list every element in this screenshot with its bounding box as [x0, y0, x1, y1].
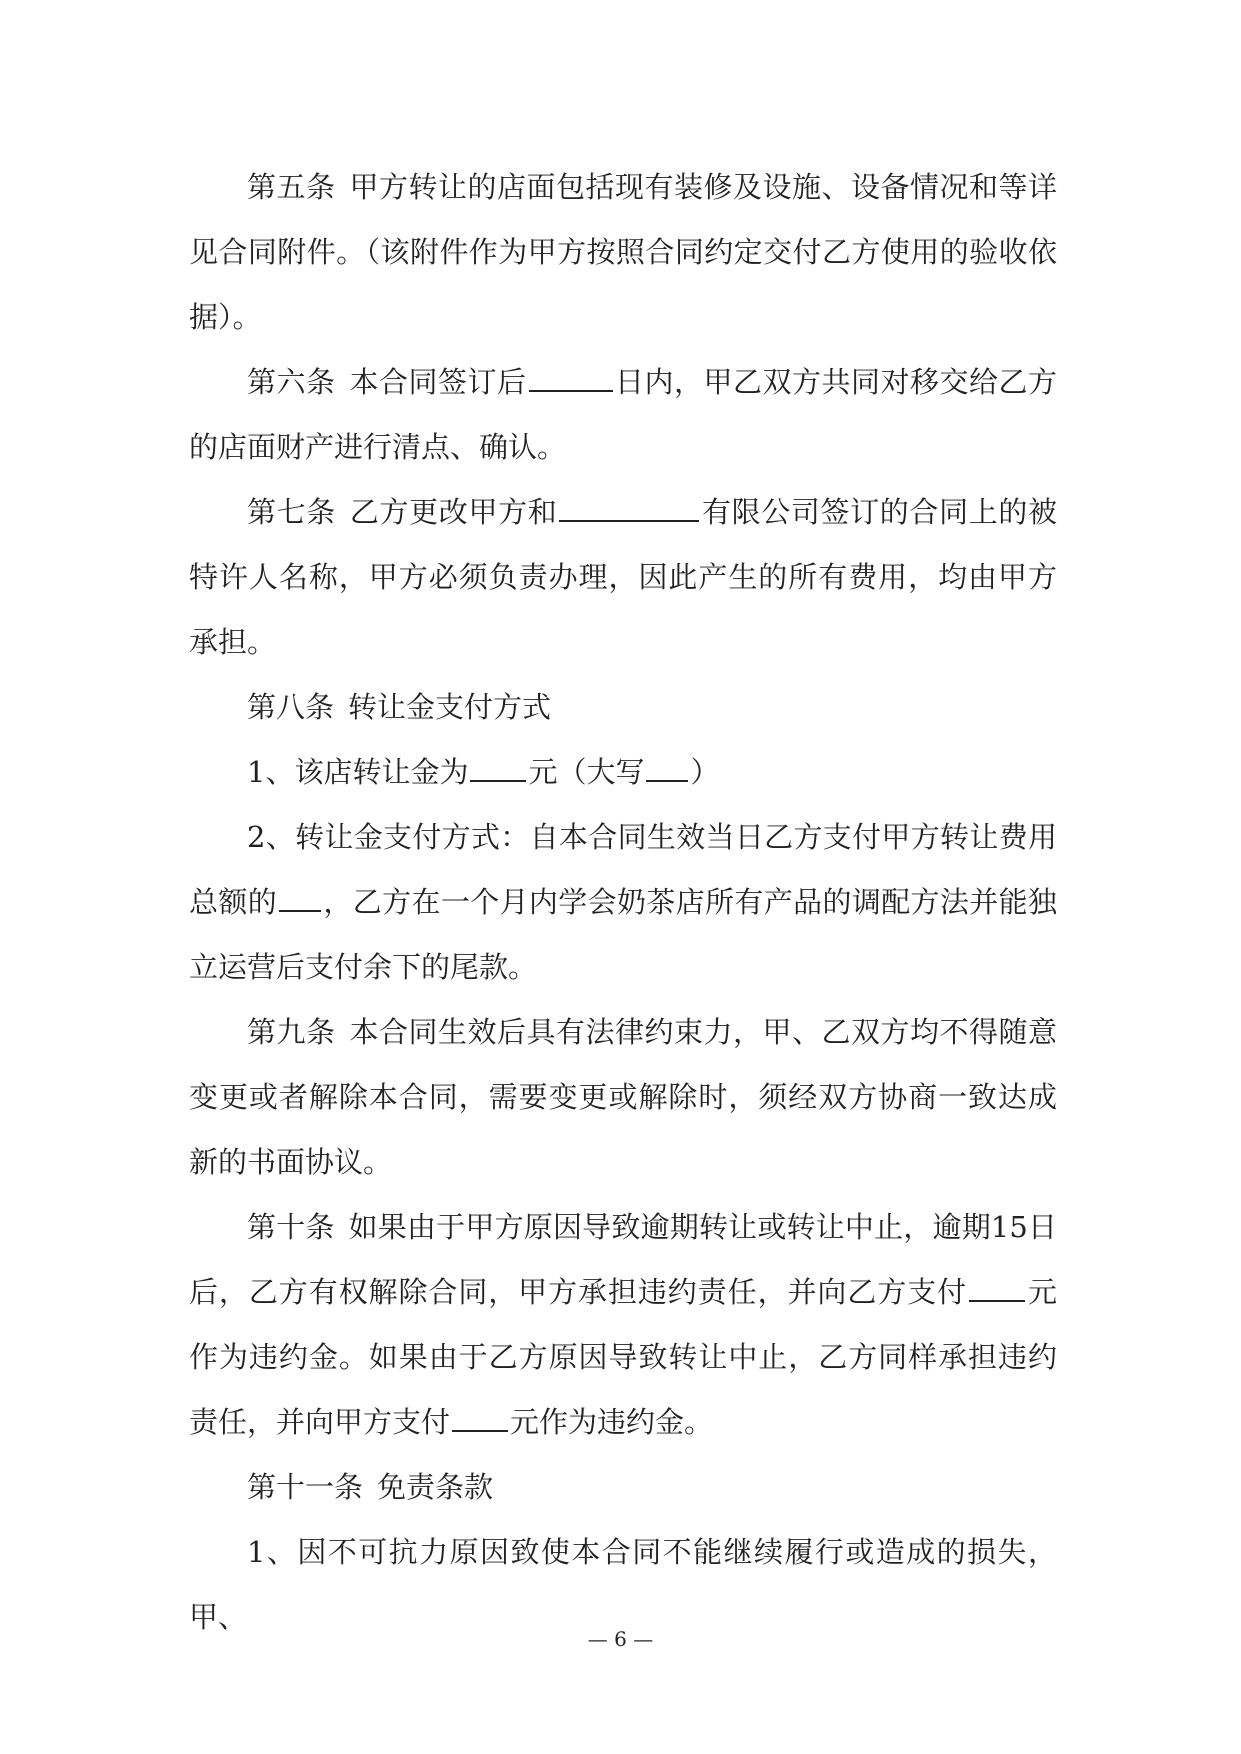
article-5 [189, 155, 1057, 350]
fill-blank-amount-uppercase [646, 750, 688, 782]
article-8-item-1-text-3: ） [690, 755, 720, 789]
article-11-item-1-text: 1、因不可抗力原因致使本合同不能继续履行或造成的损失，甲、 [189, 1535, 1057, 1634]
article-8-title: 转让金支付方式 [348, 690, 552, 724]
article-6-head: 第六条 [247, 365, 336, 399]
article-7-text-2: 有限公司签订的合同上的被特许人名称，甲方必须负责办理，因此产生的所有费用，均由甲方承担。 [189, 495, 1057, 659]
article-6-text-1: 本合同签订后 [349, 365, 527, 399]
fill-blank-percentage [279, 880, 321, 912]
article-5-text: 甲方转让的店面包括现有装修及设施、设备情况和等详见合同附件。（该附件作为甲方按照合同约定交付乙方使用的验收依据）。 [189, 170, 1057, 334]
article-5-head: 第五条 [247, 170, 336, 204]
article-7-text-1: 乙方更改甲方和 [349, 495, 558, 529]
fill-blank-penalty-b [452, 1400, 508, 1432]
article-11-title: 免责条款 [377, 1470, 494, 1504]
article-11-head: 第十一条 [247, 1470, 364, 1504]
article-10-text-3: 元作为违约金。 [510, 1405, 714, 1439]
article-8-item-2-text-2: ，乙方在一个月内学会奶茶店所有产品的调配方法并能独立运营后支付余下的尾款。 [189, 885, 1057, 984]
article-8-head: 第八条 [247, 690, 335, 724]
article-7 [189, 480, 1057, 675]
fill-blank-days [529, 360, 613, 392]
article-8-item-1 [189, 740, 1057, 805]
article-9 [189, 1000, 1057, 1195]
article-8-item-2-text-1: 2、转让金支付方式：自本合同生效当日乙方支付甲方转让费用总额的 [189, 820, 1057, 919]
article-8-item-2 [189, 805, 1057, 1000]
article-8-item-1-text-1: 1、该店转让金为 [247, 755, 469, 789]
contract-body [189, 155, 1057, 1650]
article-6-text-2: 日内，甲乙双方共同对移交给乙方的店面财产进行清点、确认。 [189, 365, 1057, 464]
article-10 [189, 1195, 1057, 1455]
article-6 [189, 350, 1057, 480]
fill-blank-penalty-a [969, 1270, 1025, 1302]
fill-blank-company [559, 490, 699, 522]
fill-blank-amount [470, 750, 526, 782]
article-11-heading [189, 1455, 1057, 1520]
article-7-head: 第七条 [247, 495, 336, 529]
article-9-text: 本合同生效后具有法律约束力，甲、乙双方均不得随意变更或者解除本合同，需要变更或解除时，须经双方协商一致达成新的书面协议。 [189, 1015, 1057, 1179]
article-8-heading [189, 675, 1057, 740]
article-8-item-1-text-2: 元（大写 [528, 755, 645, 789]
article-10-text-1: 如果由于甲方原因导致逾期转让或转让中止，逾期15日后，乙方有权解除合同，甲方承担违约责任，并向乙方支付 [189, 1210, 1057, 1309]
article-10-head: 第十条 [247, 1210, 335, 1244]
page-number: — 6 — [587, 1627, 654, 1651]
article-9-head: 第九条 [247, 1015, 336, 1049]
article-10-text-2: 元作为违约金。如果由于乙方原因导致转让中止，乙方同样承担违约责任，并向甲方支付 [189, 1275, 1057, 1439]
